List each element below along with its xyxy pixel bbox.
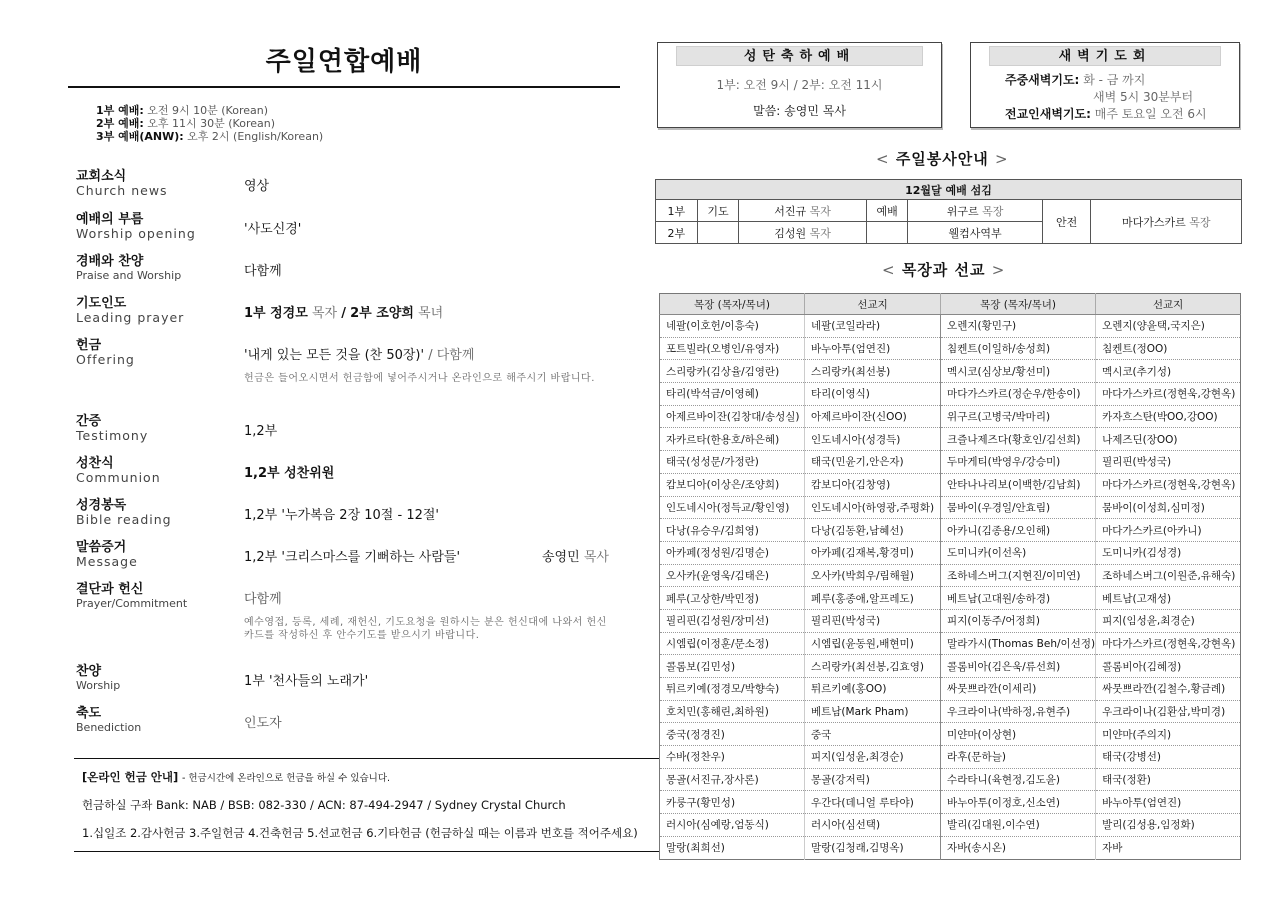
service-prayer [739,200,866,222]
mission-field-cell: 마다가스카르(정현욱,강현옥) [1096,383,1241,406]
mokjang-cell: 튀르키예(정경모/박향숙) [660,678,805,701]
mokjang-cell: 콜롬비아(김은욱/류선희) [941,655,1096,678]
mokjang-cell: 러시아(심예랑,엄동식) [660,814,805,837]
table-row [660,496,1241,519]
service-part: 2부 [656,222,698,244]
order-item-value: 1,2부 성찬위원 [244,466,335,481]
online-offering-heading [82,769,652,785]
table-row [660,405,1241,428]
order-item-subtitle: Communion [76,470,161,485]
mokjang-cell: 호치민(홍해린,최하원) [660,700,805,723]
mission-field-cell: 베트남(고재성) [1096,587,1241,610]
table-row [660,678,1241,701]
mokjang-cell: 오사카(윤영욱/김태은) [660,564,805,587]
prayer-leader-2: 2부 조양희 [350,306,414,321]
mission-field-cell: 뭄바이(이성희,심미정) [1096,496,1241,519]
mission-table [659,293,1241,860]
mokjang-cell: 중국(정경진) [660,723,805,746]
mission-field-cell: 마다가스카르(아카니) [1096,519,1241,542]
order-item-title: 말씀증거 [76,540,127,555]
order-item-church-news [76,169,620,212]
service-safety-label: 안전 [1042,200,1091,244]
order-item-value: 1,2부 '누가복음 2장 10절 - 12절' [244,508,439,523]
mission-field-cell: 시엠립(윤동원,배현미) [804,632,940,655]
mokjang-cell: 콜롬보(김민성) [660,655,805,678]
mission-field-cell: 나제즈딘(장OO) [1096,428,1241,451]
mission-field-cell: 바누아투(엄연진) [804,337,940,360]
order-item-subtitle: Testimony [76,428,149,443]
christmas-service-times: 1부: 오전 9시 / 2부: 오전 11시 [716,78,883,92]
mokjang-cell: 필리핀(김성원/장미선) [660,609,805,632]
prayer-leader-2-role: 목녀 [418,306,444,321]
mokjang-cell: 인도네시아(정득교/황인영) [660,496,805,519]
order-item-subtitle: Benediction [76,721,142,734]
service-worship [908,200,1042,222]
mission-field-cell: 페루(홍종애,알프레도) [804,587,940,610]
prayer-name: 김성원 [774,226,807,240]
mokjang-cell: 마다가스카르(정순우/한송이) [941,383,1096,406]
speaker-role: 목사 [583,550,609,565]
mission-field-cell: 침켄트(정OO) [1096,337,1241,360]
mokjang-cell: 수라타니(육현정,김도윤) [941,768,1096,791]
mission-header: 목장 (목자/목녀) [941,294,1096,315]
mission-field-cell: 다낭(김동환,남혜선) [804,519,940,542]
mission-field-cell: 튀르키예(홍OO) [804,678,940,701]
table-row [660,791,1241,814]
mission-field-cell: 필리핀(박성국) [1096,451,1241,474]
worship-name: 위구르 [946,204,979,218]
mokjang-cell: 멕시코(심상보/황선미) [941,360,1096,383]
order-item-subtitle: Prayer/Commitment [76,597,188,610]
order-item-leading-prayer [76,296,620,338]
table-row [660,383,1241,406]
mokjang-cell: 포트빌라(오병인/유영자) [660,337,805,360]
table-row [660,451,1241,474]
service-section-title: 주일봉사안내 [895,150,989,168]
dawn-prayer-box [970,42,1240,128]
mokjang-cell: 싸뭇쁘라깐(이세리) [941,678,1096,701]
weekday-prayer-label: 주중새벽기도: [1005,73,1080,87]
service-time-3 [96,130,620,143]
mokjang-cell: 몽골(서진규,장사론) [660,768,805,791]
mission-field-cell: 아카페(김재복,황경미) [804,541,940,564]
speaker-name: 송영민 [542,550,580,565]
prayer-leader-1: 1부 정경모 [244,306,308,321]
mokjang-cell: 타리(박석금/이영혜) [660,383,805,406]
mokjang-cell: 스리랑카(김상율/김영란) [660,360,805,383]
christmas-service-title: 성탄축하예배 [676,46,923,66]
mission-field-cell: 우크라이나(김환삼,박미경) [1096,700,1241,723]
separator: / [341,306,346,321]
online-offering-box [74,758,660,852]
title-divider [68,86,620,88]
table-row [660,814,1241,837]
online-offering-title: [온라인 헌금 안내] [82,770,179,784]
order-item-worship-opening [76,212,620,254]
mokjang-cell: 말라가시(Thomas Beh/이선정) [941,632,1096,655]
order-item-value: 다함께 [244,264,282,279]
mission-field-cell: 카자흐스탄(박OO,강OO) [1096,405,1241,428]
mission-field-cell: 마다가스카르(정현욱,강현옥) [1096,632,1241,655]
mission-field-cell: 인도네시아(성경득) [804,428,940,451]
mission-field-cell: 아제르바이잔(신OO) [804,405,940,428]
mokjang-cell: 자카르타(한용호/하은혜) [660,428,805,451]
bracket-right: > [991,261,1006,279]
order-item-worship [76,664,620,706]
mokjang-cell: 다낭(유승우/김희영) [660,519,805,542]
mission-field-cell: 태국(정환) [1096,768,1241,791]
mission-field-cell: 스리랑카(최선봉,김효영) [804,655,940,678]
mission-field-cell: 태국(강병선) [1096,746,1241,769]
offering-tail: / 다함께 [428,348,475,363]
mission-section-title: 목장과 선교 [901,261,986,279]
mission-field-cell: 베트남(Mark Pham) [804,700,940,723]
mokjang-cell: 두마게티(박영우/강승미) [941,451,1096,474]
mission-field-cell: 우간다(데니얼 루타야) [804,791,940,814]
order-item-value: 다함께 [244,592,282,607]
weekday-prayer-time: 새벽 5시 30분부터 [1093,90,1194,104]
order-item-subtitle: Offering [76,352,135,367]
order-item-value: 1부 '천사들의 노래가' [244,674,369,689]
mokjang-cell: 수바(정찬우) [660,746,805,769]
mission-field-cell: 마다가스카르(정현욱,강현옥) [1096,473,1241,496]
mission-field-cell: 오사카(박희우/림해월) [804,564,940,587]
prayer-role: 목자 [809,226,831,240]
order-item-title: 성경봉독 [76,498,127,513]
mokjang-cell: 캄보디아(이상은/조양희) [660,473,805,496]
order-item-message [76,540,620,582]
mission-field-cell: 스리랑카(최선봉) [804,360,940,383]
order-item-value: '사도신경' [244,222,302,237]
mission-field-cell: 멕시코(추기성) [1096,360,1241,383]
mission-header: 선교지 [804,294,940,315]
service-time-label: 3부 예배(ANW): [96,130,184,143]
order-item-title: 예배의 부름 [76,212,144,227]
left-page [68,40,638,840]
table-row [660,609,1241,632]
mokjang-cell: 아제르바이잔(김창대/송성실) [660,405,805,428]
table-row [660,632,1241,655]
weekday-prayer-days: 화 - 금 까지 [1083,73,1146,87]
service-section-heading [876,148,1009,169]
prayer-name: 서진규 [774,204,807,218]
order-item-offering [76,338,620,372]
order-item-value: 영상 [244,179,270,194]
mokjang-cell: 우크라이나(박하정,유현주) [941,700,1096,723]
christmas-service-box [657,42,942,128]
service-empty [697,222,739,244]
church-prayer-time: 매주 토요일 오전 6시 [1094,107,1207,121]
mission-field-cell: 싸뭇쁘라깐(김철수,황금례) [1096,678,1241,701]
service-time-label: 1부 예배: [96,104,144,117]
mission-section-heading [882,259,1005,280]
online-offering-note: - 헌금시간에 온라인으로 헌금을 하실 수 있습니다. [181,773,391,784]
order-item-subtitle: Leading prayer [76,310,185,325]
order-item-subtitle: Worship [76,679,121,692]
mokjang-cell: 피지(이동주/어정희) [941,609,1096,632]
service-empty [866,222,908,244]
service-prayer-label: 기도 [697,200,739,222]
order-item-value: 인도자 [244,716,282,731]
order-item-title: 축도 [76,706,102,721]
mission-field-cell: 피지(임성윤,최경순) [1096,609,1241,632]
table-row [660,723,1241,746]
offering-hymn: '내게 있는 모든 것을 (찬 50장)' [244,348,425,363]
mokjang-cell: 태국(성성문/가정란) [660,451,805,474]
service-safety [1091,200,1242,244]
mission-field-cell: 도미니카(김성경) [1096,541,1241,564]
order-item-title: 찬양 [76,664,102,679]
mokjang-cell: 도미니카(이선옥) [941,541,1096,564]
order-item-title: 간증 [76,414,102,429]
weekday-prayer [1005,72,1239,106]
order-item-title: 교회소식 [76,169,127,184]
mission-header: 선교지 [1096,294,1241,315]
service-time-label: 2부 예배: [96,117,144,130]
table-row [660,337,1241,360]
table-row [660,564,1241,587]
order-item-title: 경배와 찬양 [76,254,144,269]
mission-field-cell: 바누아투(엄연진) [1096,791,1241,814]
order-item-value: 1,2부 '크리스마스를 기뻐하는 사람들' [244,550,461,565]
mokjang-cell: 베트남(고대원/송하경) [941,587,1096,610]
mission-field-cell: 말랑(김청래,김명옥) [804,836,940,859]
service-table [655,179,1242,244]
order-item-communion [76,456,620,498]
service-part: 1부 [656,200,698,222]
service-times [96,104,620,143]
worship-name: 웰컴사역부 [908,222,1042,244]
mokjang-cell: 오렌지(황민구) [941,315,1096,338]
order-item-praise [76,254,620,296]
order-item-bible-reading [76,498,620,540]
speaker-label: 말씀: [753,104,781,118]
mission-field-cell: 몽골(강저릭) [804,768,940,791]
worship-role: 목장 [982,204,1004,218]
order-item-testimony [76,414,620,456]
order-item-value [244,302,443,321]
mission-field-cell: 콜롬비아(김혜정) [1096,655,1241,678]
mission-field-cell: 발리(김성용,임정화) [1096,814,1241,837]
mokjang-cell: 아카페(정성원/김명순) [660,541,805,564]
order-item-value: 1,2부 [244,424,278,439]
table-row [660,836,1241,859]
mission-field-cell: 타리(이영식) [804,383,940,406]
service-time-1 [96,104,620,117]
mokjang-cell: 말랑(최희선) [660,836,805,859]
offering-categories: 1.십일조 2.감사헌금 3.주일헌금 4.건축헌금 5.선교헌금 6.기타헌금 (헌금하실 때는 이름과 번호를 적어주세요) [82,826,638,840]
order-item-subtitle: Bible reading [76,512,172,527]
mission-field-cell: 네팔(코일라라) [804,315,940,338]
table-row [660,746,1241,769]
order-item-commitment [76,582,620,616]
speaker-name: 송영민 목사 [784,104,846,118]
table-row [660,541,1241,564]
order-item-subtitle: Praise and Worship [76,269,182,282]
mission-field-cell: 태국(민윤기,안은자) [804,451,940,474]
service-worship-label: 예배 [866,200,908,222]
order-item-value [244,344,474,363]
mokjang-cell: 아카니(김종용/오인해) [941,519,1096,542]
mokjang-cell: 발리(김대원,이수연) [941,814,1096,837]
order-item-subtitle: Church news [76,183,168,198]
mission-field-cell: 캄보디아(김창영) [804,473,940,496]
page-title: 주일연합예배 [265,47,423,77]
service-prayer [739,222,866,244]
order-item-subtitle: Worship opening [76,226,196,241]
mission-field-cell: 인도네시아(하영광,주평화) [804,496,940,519]
service-time-value: 오후 11시 30분 (Korean) [147,117,275,130]
bracket-right: > [995,150,1009,168]
table-row [660,519,1241,542]
order-item-title: 결단과 헌신 [76,582,144,597]
safety-role: 목장 [1189,215,1211,229]
order-item-title: 기도인도 [76,296,127,311]
table-row [660,428,1241,451]
worship-order [76,169,620,740]
mission-header: 목장 (목자/목녀) [660,294,805,315]
mokjang-cell: 라후(문하늘) [941,746,1096,769]
mokjang-cell: 페루(고상한/박민정) [660,587,805,610]
message-speaker [542,546,609,565]
order-item-subtitle: Message [76,554,138,569]
mission-table-body [660,315,1241,860]
mission-field-cell: 미얀마(주의지) [1096,723,1241,746]
mission-field-cell: 오렌지(양윤택,국지은) [1096,315,1241,338]
offering-note: 헌금은 들어오시면서 헌금함에 넣어주시거나 온라인으로 해주시기 바랍니다. [244,373,595,384]
mokjang-cell: 네팔(이호헌/이흥숙) [660,315,805,338]
service-table-caption-row [656,180,1242,200]
prayer-leader-1-role: 목자 [311,306,338,321]
table-row [660,473,1241,496]
mokjang-cell: 카룽구(황민성) [660,791,805,814]
service-row-1 [656,200,1242,222]
bank-account-info: 헌금하실 구좌 Bank: NAB / BSB: 082-330 / ACN: 87-494-2947 / Sydney Crystal Church [82,798,566,812]
church-prayer-label: 전교인새벽기도: [1005,107,1091,121]
service-time-value: 오후 2시 (English/Korean) [187,130,324,143]
bracket-left: < [876,150,890,168]
order-item-title: 헌금 [76,338,102,353]
mission-field-cell: 자바 [1096,836,1241,859]
service-time-2 [96,117,620,130]
commitment-note: 예수영접, 등록, 세례, 재헌신, 기도요청을 원하시는 분은 헌신대에 나와서 헌신카드를 작성하신 후 안수기도를 받으시기 바랍니다. [244,617,607,641]
order-item-benediction [76,706,620,740]
mokjang-cell: 시엠립(이정훈/문소정) [660,632,805,655]
order-item-title: 성찬식 [76,456,114,471]
mokjang-cell: 침켄트(이일하/송성희) [941,337,1096,360]
mission-field-cell: 필리핀(박성국) [804,609,940,632]
dawn-prayer-title: 새벽기도회 [989,46,1221,66]
mokjang-cell: 위구르(고병국/박마리) [941,405,1096,428]
mokjang-cell: 안타나나리보(이백한/김남희) [941,473,1096,496]
table-row [660,315,1241,338]
mokjang-cell: 크즐나제즈다(황호인/김선희) [941,428,1096,451]
mokjang-cell: 바누아투(이정호,신소연) [941,791,1096,814]
christmas-service-speaker [658,102,941,119]
mokjang-cell: 뭄바이(우경일/안효림) [941,496,1096,519]
mokjang-cell: 미얀마(이상현) [941,723,1096,746]
safety-name: 마다가스카르 [1121,215,1186,229]
mission-field-cell: 중국 [804,723,940,746]
table-row [660,768,1241,791]
service-table-caption: 12월달 예배 섬김 [656,180,1242,200]
table-row [660,655,1241,678]
table-row [660,360,1241,383]
mokjang-cell: 자바(송시온) [941,836,1096,859]
mission-field-cell: 피지(임성윤,최경순) [804,746,940,769]
service-time-value: 오전 9시 10분 (Korean) [147,104,268,117]
mission-field-cell: 조하네스버그(이원준,유해숙) [1096,564,1241,587]
mission-field-cell: 러시아(심선택) [804,814,940,837]
mokjang-cell: 조하네스버그(지현진/이미연) [941,564,1096,587]
bracket-left: < [882,261,896,279]
mission-header-row [660,294,1241,315]
table-row [660,700,1241,723]
table-row [660,587,1241,610]
prayer-role: 목자 [809,204,831,218]
church-prayer [1005,106,1239,123]
